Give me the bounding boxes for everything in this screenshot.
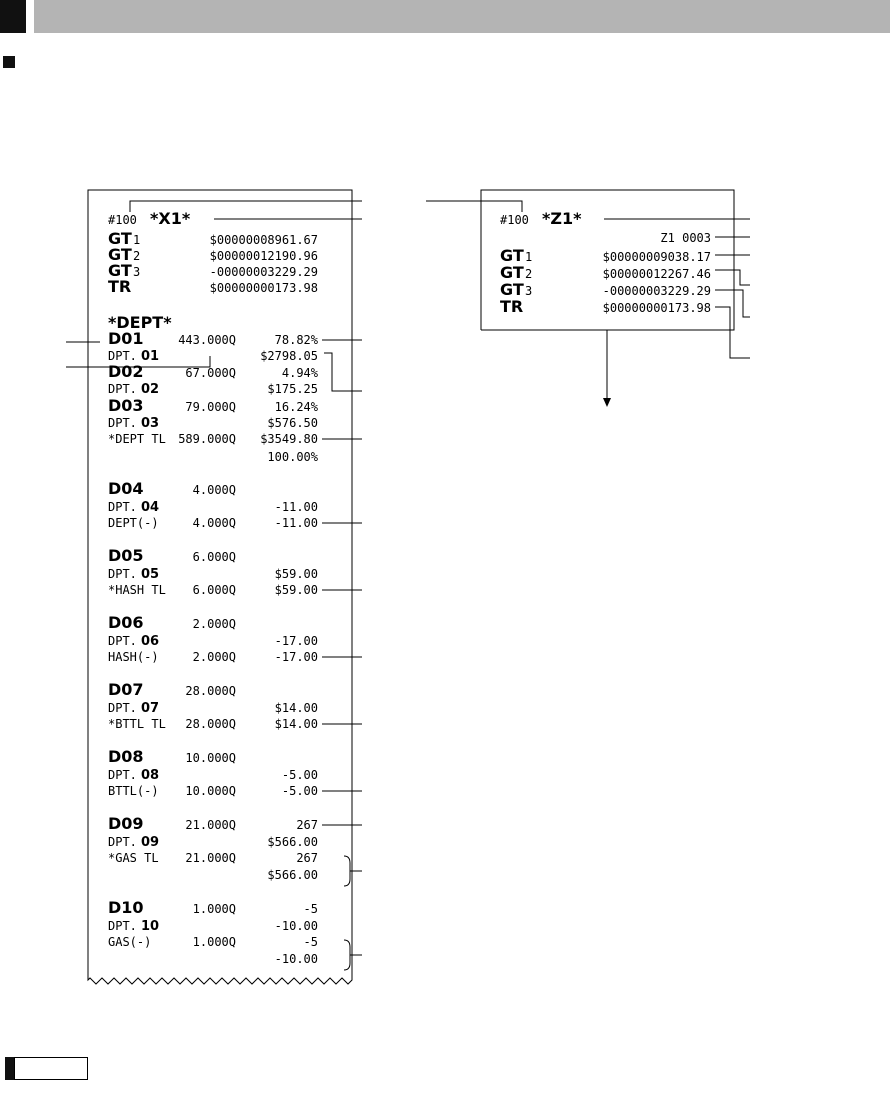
x-d06-tl-qty: 2.000Q — [192, 650, 236, 664]
z-counter: Z1 0003 — [660, 231, 711, 245]
x-d05-subcode: 05 — [141, 567, 160, 582]
x-dept-title: *DEPT* — [108, 313, 172, 332]
x-gt1-amount: $00000008961.67 — [209, 233, 318, 247]
x-d10-tl-amount: -10.00 — [274, 952, 318, 966]
x-d05-code: D05 — [108, 546, 144, 565]
x-d04-code: D04 — [108, 479, 144, 498]
x-report-title: *X1* — [150, 209, 191, 228]
x-d04-amount: -11.00 — [274, 500, 318, 514]
x-d05-tl-amount: $59.00 — [274, 583, 318, 597]
x-d03-sub: DPT. — [108, 416, 137, 430]
x-d07-subcode: 07 — [141, 701, 160, 716]
x-d08-sub: DPT. — [108, 768, 137, 782]
x-d01-code: D01 — [108, 329, 144, 348]
x-d10-tl-qty: 1.000Q — [192, 935, 236, 949]
x-d06-subcode: 06 — [141, 634, 160, 649]
z-gt2-index: 2 — [525, 267, 533, 281]
x-d02-code: D02 — [108, 362, 144, 381]
x-d01-pct: 78.82% — [274, 333, 318, 347]
z-gt1-index: 1 — [525, 250, 533, 264]
x-d08-tl-amount: -5.00 — [281, 784, 318, 798]
x-d03-pct: 16.24% — [274, 400, 318, 414]
x-d01-amount: $2798.05 — [260, 349, 318, 363]
x-d08-amount: -5.00 — [281, 768, 318, 782]
x-d10-tl-label: GAS(-) — [108, 935, 152, 949]
x-d07-tl-qty: 28.000Q — [185, 717, 236, 731]
x-d09-subcode: 09 — [141, 835, 160, 850]
x-gt2-label: GT — [108, 245, 132, 264]
x-d06-tl-label: HASH(-) — [108, 650, 159, 664]
x-d10-subcode: 10 — [141, 919, 160, 934]
x-d08-code: D08 — [108, 747, 144, 766]
x-d08-qty: 10.000Q — [185, 751, 236, 765]
x-d10-qty: 1.000Q — [192, 902, 236, 916]
x-d07-tl-label: *BTTL TL — [108, 717, 166, 731]
z-gt2-amount: $00000012267.46 — [602, 267, 711, 281]
x-d04-tl-amount: -11.00 — [274, 516, 318, 530]
x-dept-tl-amount: $3549.80 — [260, 432, 318, 446]
z-gt3-index: 3 — [525, 284, 533, 298]
z-header-number: #100 — [500, 213, 529, 227]
x-d09-count: 267 — [296, 818, 318, 832]
x-d09-code: D09 — [108, 814, 144, 833]
x-d08-subcode: 08 — [141, 768, 160, 783]
x-d05-amount: $59.00 — [274, 567, 318, 581]
x-d02-subcode: 02 — [141, 382, 160, 397]
x-dept-tl-label: *DEPT TL — [108, 432, 166, 446]
x-d03-qty: 79.000Q — [185, 400, 236, 414]
x-gt3-index: 3 — [133, 265, 141, 279]
x-d03-code: D03 — [108, 396, 144, 415]
x-d09-qty: 21.000Q — [185, 818, 236, 832]
x-d09-tl-qty: 21.000Q — [185, 851, 236, 865]
z-tr-label: TR — [500, 297, 524, 316]
x-d09-amount: $566.00 — [267, 835, 318, 849]
x-d01-subcode: 01 — [141, 349, 160, 364]
x-d07-qty: 28.000Q — [185, 684, 236, 698]
x-tr-label: TR — [108, 277, 132, 296]
z-gt2-label: GT — [500, 263, 524, 282]
x-d03-amount: $576.50 — [267, 416, 318, 430]
x-d06-amount: -17.00 — [274, 634, 318, 648]
x-gt2-index: 2 — [133, 249, 141, 263]
x-d04-qty: 4.000Q — [192, 483, 236, 497]
x-gt2-amount: $00000012190.96 — [209, 249, 318, 263]
x-d05-tl-qty: 6.000Q — [192, 583, 236, 597]
x-dept-tl-pct: 100.00% — [267, 450, 318, 464]
x-d05-sub: DPT. — [108, 567, 137, 581]
x-d01-sub: DPT. — [108, 349, 137, 363]
z-gt1-amount: $00000009038.17 — [602, 250, 711, 264]
x-d02-sub: DPT. — [108, 382, 137, 396]
x-d02-pct: 4.94% — [281, 366, 318, 380]
x-d06-code: D06 — [108, 613, 144, 632]
x-gt1-label: GT — [108, 229, 132, 248]
x-d09-tl-amount: $566.00 — [267, 868, 318, 882]
x-d06-qty: 2.000Q — [192, 617, 236, 631]
x-header-number: #100 — [108, 213, 137, 227]
down-arrow-icon — [603, 330, 611, 407]
footer-black-block — [5, 1057, 14, 1080]
x-d03-subcode: 03 — [141, 416, 160, 431]
x-d10-code: D10 — [108, 898, 144, 917]
x-d06-tl-amount: -17.00 — [274, 650, 318, 664]
x-d07-amount: $14.00 — [274, 701, 318, 715]
x-d01-qty: 443.000Q — [178, 333, 236, 347]
z-tr-amount: $00000000173.98 — [602, 301, 711, 315]
x-d04-sub: DPT. — [108, 500, 137, 514]
x-d08-tl-qty: 10.000Q — [185, 784, 236, 798]
z-gt3-label: GT — [500, 280, 524, 299]
x-d10-count: -5 — [303, 902, 318, 916]
x-gt3-amount: -00000003229.29 — [209, 265, 318, 279]
x-d10-sub: DPT. — [108, 919, 137, 933]
x-gt1-index: 1 — [133, 233, 141, 247]
z-report-title: *Z1* — [542, 209, 582, 228]
z-gt1-label: GT — [500, 246, 524, 265]
x-d10-amount: -10.00 — [274, 919, 318, 933]
x-d08-tl-label: BTTL(-) — [108, 784, 159, 798]
x-d09-sub: DPT. — [108, 835, 137, 849]
x-d02-qty: 67.000Q — [185, 366, 236, 380]
x-tr-amount: $00000000173.98 — [209, 281, 318, 295]
x-d07-code: D07 — [108, 680, 144, 699]
x-d07-sub: DPT. — [108, 701, 137, 715]
x-d04-tl-label: DEPT(-) — [108, 516, 159, 530]
x-d06-sub: DPT. — [108, 634, 137, 648]
x-d10-tl-count: -5 — [303, 935, 318, 949]
z-gt3-amount: -00000003229.29 — [602, 284, 711, 298]
x-d07-tl-amount: $14.00 — [274, 717, 318, 731]
x-gt3-label: GT — [108, 261, 132, 280]
x-d05-qty: 6.000Q — [192, 550, 236, 564]
x-d05-tl-label: *HASH TL — [108, 583, 166, 597]
x-d04-tl-qty: 4.000Q — [192, 516, 236, 530]
x-d04-subcode: 04 — [141, 500, 160, 515]
x-d09-tl-count: 267 — [296, 851, 318, 865]
x-dept-tl-qty: 589.000Q — [178, 432, 236, 446]
x-d02-amount: $175.25 — [267, 382, 318, 396]
footer-box — [14, 1057, 88, 1080]
x-d09-tl-label: *GAS TL — [108, 851, 159, 865]
